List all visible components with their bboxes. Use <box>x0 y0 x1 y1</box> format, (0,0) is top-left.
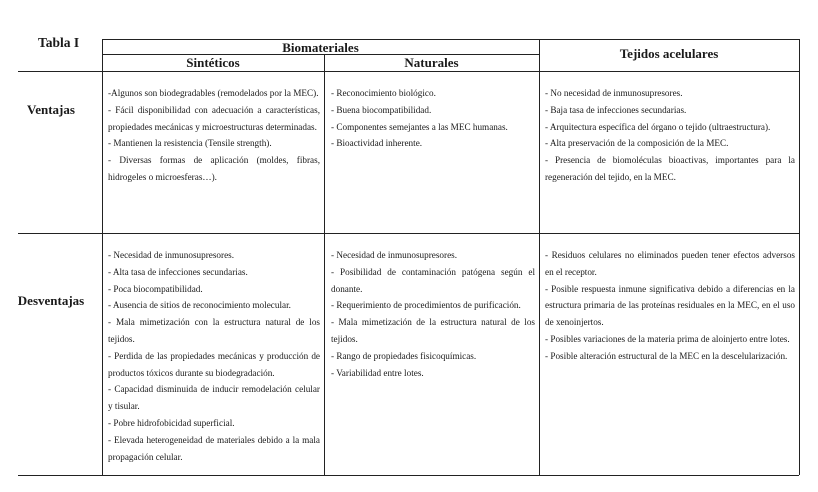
list-item: - Necesidad de inmunosupresores. <box>331 250 458 260</box>
list-item: - Diversas formas de aplicación (moldes, fibras, hidrogeles o microesferas…). <box>108 155 320 182</box>
table-bottom-rule <box>18 475 799 476</box>
list-item: - Arquitectura específica del órgano o tejido (ultraestructura). <box>545 121 771 132</box>
list-item: - Buena biocompatibilidad. <box>331 104 432 115</box>
list-item: - Componentes semejantes a las MEC humanas. <box>331 121 508 132</box>
list-item: - Posible alteración estructural de la MEC en la descelularización. <box>545 350 788 361</box>
list-item: - Alta preservación de la composición de la MEC. <box>545 138 729 149</box>
list-item: - Bioactividad inherente. <box>331 138 423 149</box>
list-item: - Requerimiento de procedimientos de purificación. <box>331 300 521 311</box>
list-item: - Perdida de las propiedades mecánicas y producción de productos tóxicos durante su biodegradación. <box>108 350 320 378</box>
header-natural: Naturales <box>404 55 459 70</box>
disadvantages-synthetic-list <box>108 247 320 465</box>
header-synthetic: Sintéticos <box>186 55 240 70</box>
header-biomaterials: Biomateriales <box>282 40 359 55</box>
list-item: - Variabilidad entre lotes. <box>331 367 424 378</box>
list-item: - Residuos celulares no eliminados pueden tener efectos adversos en el receptor. <box>545 250 795 277</box>
row-label-advantages: Ventajas <box>27 102 75 117</box>
list-item: - Pobre hidrofobicidad superficial. <box>108 417 235 428</box>
advantages-acellular-list <box>545 85 795 186</box>
header-rule <box>18 71 799 72</box>
table-caption: Tabla I <box>38 35 80 50</box>
list-item: - Posibilidad de contaminación patógena según el donante. <box>331 266 535 294</box>
list-item: -Algunos son biodegradables (remodelados por la MEC). <box>108 88 319 98</box>
list-item: - Mala mimetización con la estructura natural de los tejidos. <box>108 317 320 344</box>
list-item: - Baja tasa de infecciones secundarias. <box>545 104 687 115</box>
list-item: - Rango de propiedades fisicoquímicas. <box>331 350 477 361</box>
list-item: - Presencia de biomoléculas bioactivas, importantes para la regeneración del tejido, en la MEC. <box>545 155 795 182</box>
list-item: - Elevada heterogeneidad de materiales debido a la mala propagación celular. <box>108 434 320 462</box>
list-item: - Poca biocompatibilidad. <box>108 283 203 294</box>
disadvantages-acellular-list <box>545 247 795 365</box>
row-divider <box>18 233 799 234</box>
col-divider-synthetic <box>324 54 325 475</box>
disadvantages-natural-list <box>331 247 535 381</box>
list-item: - No necesidad de inmunosupresores. <box>545 88 683 98</box>
list-item: - Reconocimiento biológico. <box>331 88 436 98</box>
list-item: - Posibles variaciones de la materia prima de aloinjerto entre lotes. <box>545 333 790 344</box>
list-item: - Capacidad disminuida de inducir remodelación celular y tisular. <box>108 384 320 412</box>
advantages-natural-list <box>331 85 535 152</box>
row-label-disadvantages: Desventajas <box>17 293 85 308</box>
list-item: - Alta tasa de infecciones secundarias. <box>108 266 248 277</box>
header-acellular: Tejidos acelulares <box>619 46 719 61</box>
list-item: - Necesidad de inmunosupresores. <box>108 250 235 260</box>
list-item: - Mala mimetización de la estructura natural de los tejidos. <box>331 317 535 344</box>
list-item: - Fácil disponibilidad con adecuación a características, propiedades mecánicas y microestructuras determinadas. <box>108 104 320 132</box>
list-item: - Posible respuesta inmune significativa debido a diferencias en la estructura primaria de las proteínas residuales en la MEC, en el uso de xenoinjertos. <box>545 283 795 328</box>
table-right-border <box>799 39 800 475</box>
col-divider-biomaterials <box>539 39 540 475</box>
list-item: - Mantienen la resistencia (Tensile strength). <box>108 138 272 149</box>
advantages-synthetic-list <box>108 85 320 186</box>
col-divider-label <box>102 39 103 475</box>
list-item: - Ausencia de sitios de reconocimiento molecular. <box>108 300 291 311</box>
